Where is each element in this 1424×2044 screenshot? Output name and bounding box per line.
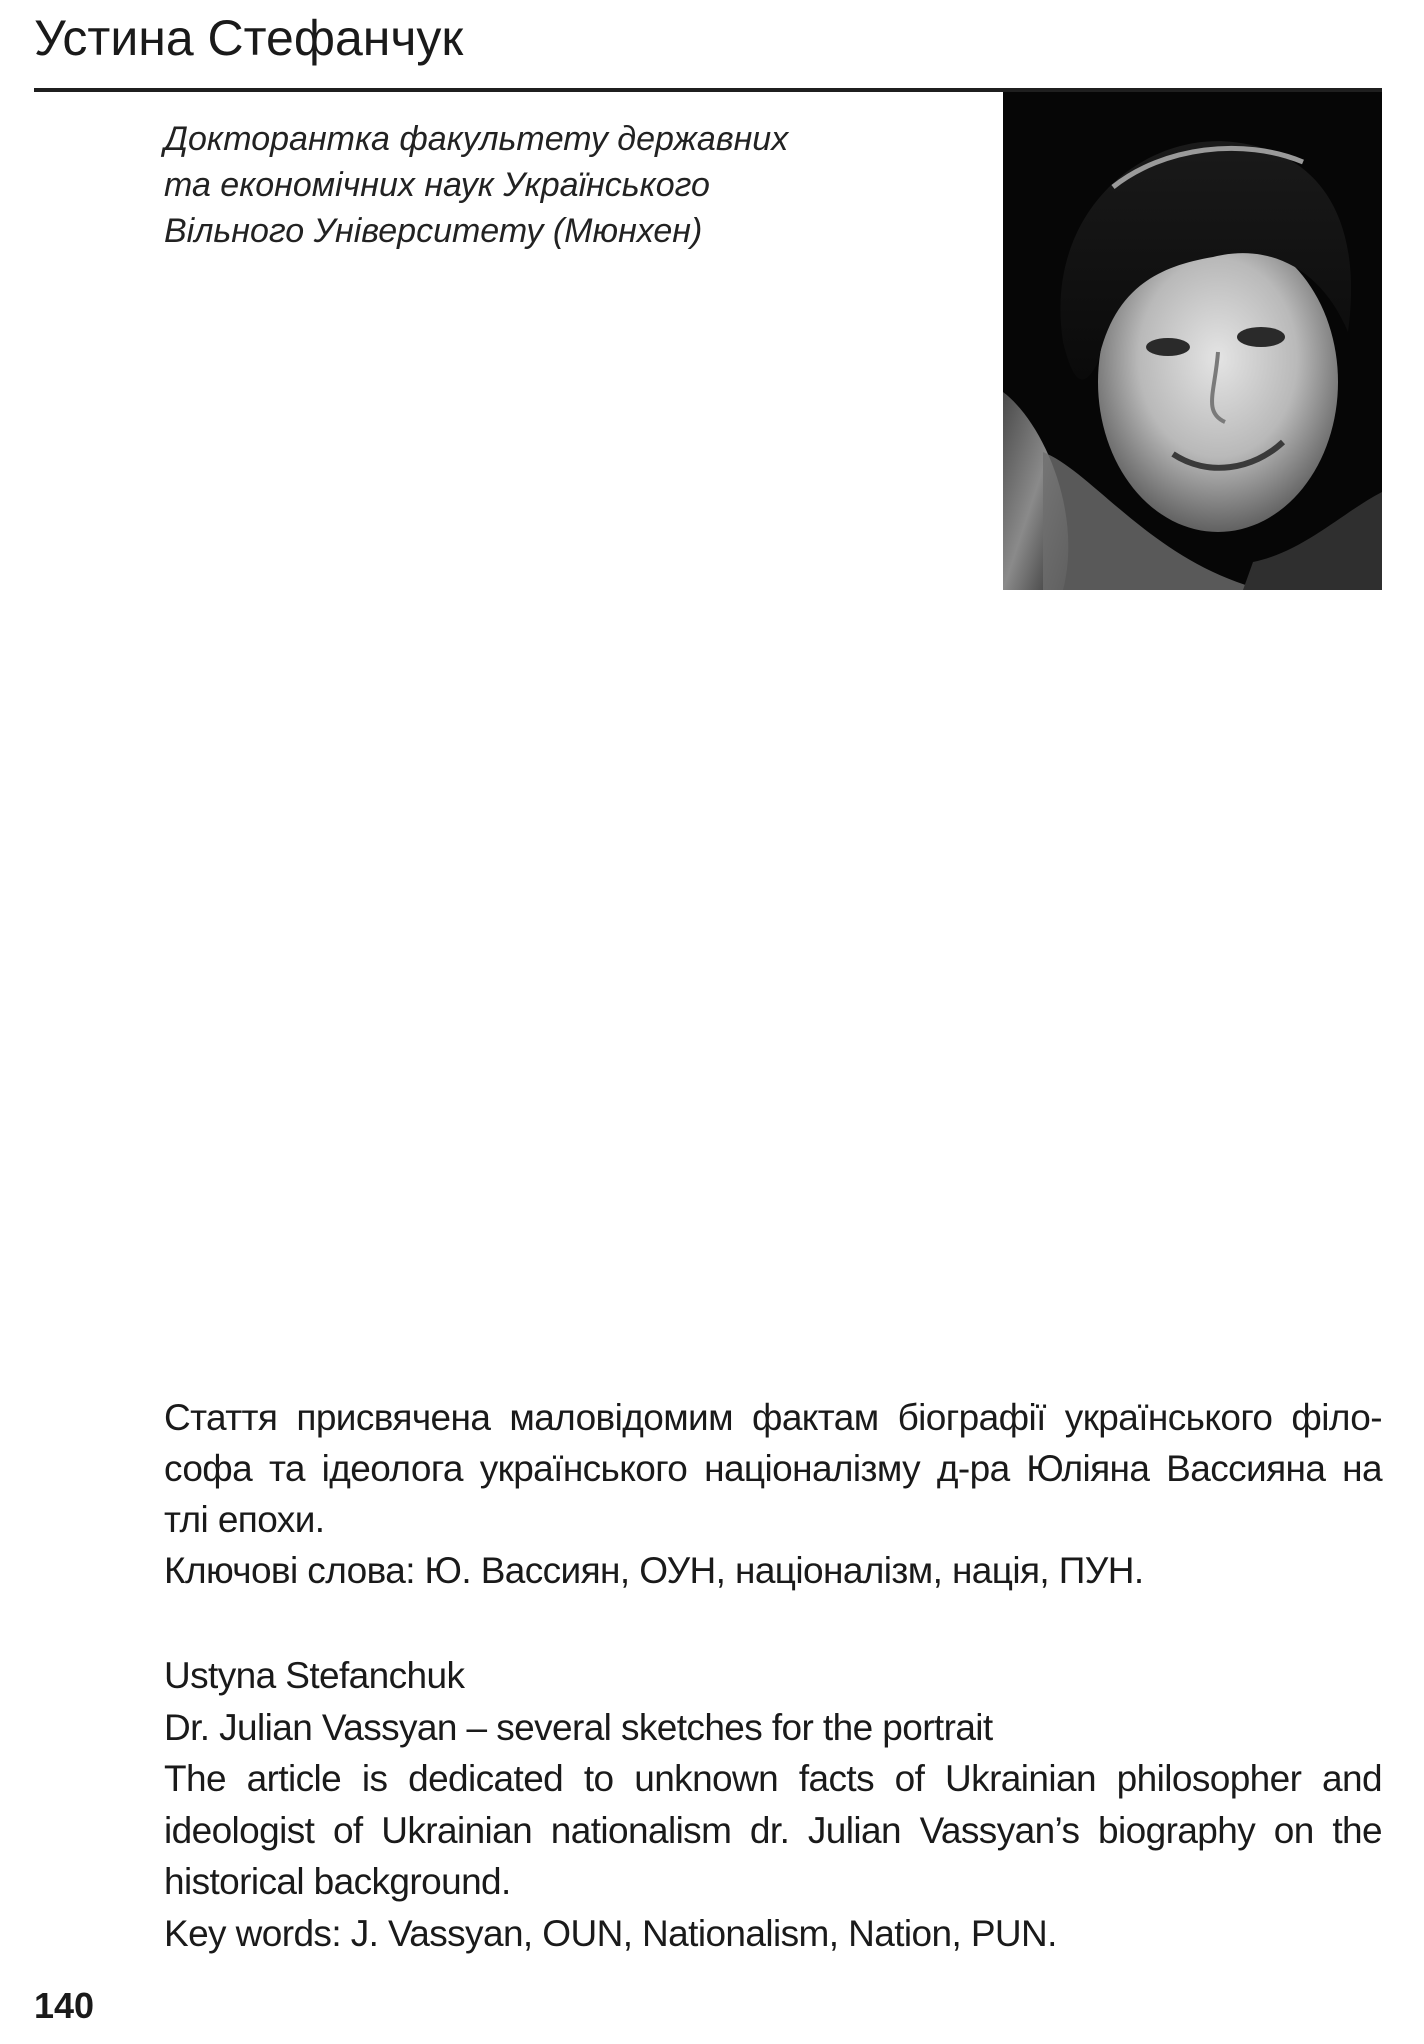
- affiliation-line: Докторантка факультету державних: [164, 120, 789, 158]
- abstract-english: [164, 1650, 1382, 1959]
- keywords-english: Key words: J. Vassyan, OUN, Nationalism, Nation, PUN.: [164, 1912, 1057, 1954]
- author-affiliation: [164, 116, 984, 254]
- abstract-ukrainian: [164, 1392, 1382, 1596]
- author-portrait: [1003, 92, 1382, 590]
- keywords-ukrainian: Ключові слова: Ю. Вассиян, ОУН, націоналізм, нація, ПУН.: [164, 1550, 1144, 1591]
- affiliation-line: Вільного Університету (Мюнхен): [164, 212, 703, 250]
- affiliation-line: та економічних наук Українського: [164, 166, 710, 204]
- abstract-line: тлі епохи.: [164, 1499, 325, 1540]
- abstract-line: The article is dedicated to unknown facts of Ukrainian philosopher and: [164, 1758, 1382, 1799]
- abstract-line: Стаття присвячена маловідомим фактам біографії українського філо-: [164, 1397, 1382, 1438]
- page-number: 140: [34, 1985, 95, 2026]
- abstract-line: historical background.: [164, 1861, 511, 1902]
- author-name: Устина Стефанчук: [34, 10, 464, 66]
- portrait-photo-icon: [1003, 92, 1382, 590]
- english-author-name: Ustyna Stefanchuk: [164, 1655, 465, 1696]
- abstract-line: софа та ідеолога українського націоналізму д-ра Юліяна Вассияна на: [164, 1448, 1382, 1489]
- abstract-line: ideologist of Ukrainian nationalism dr. Julian Vassyan’s biography on the: [164, 1809, 1382, 1851]
- english-article-title: Dr. Julian Vassyan – several sketches for the portrait: [164, 1706, 993, 1748]
